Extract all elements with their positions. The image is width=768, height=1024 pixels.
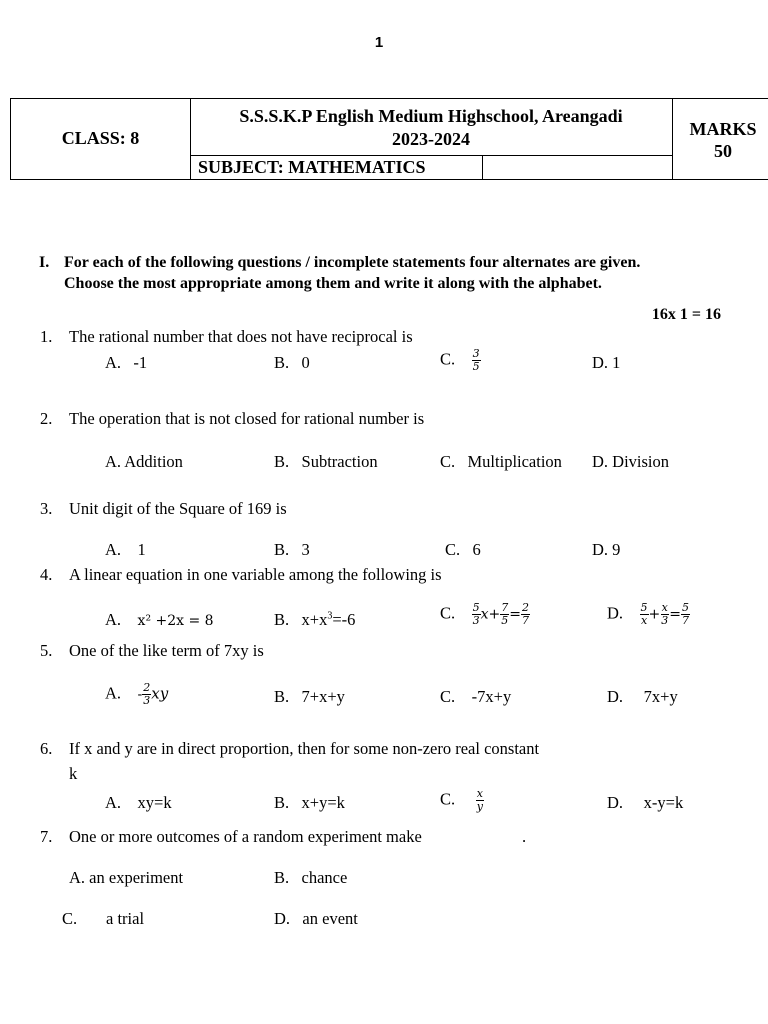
option-d: D. 1 — [592, 353, 621, 372]
question-number: 7. — [40, 827, 53, 846]
section-instruction — [39, 252, 729, 294]
section-number: I. — [39, 254, 50, 271]
question-text: If x and y are in direct proportion, then for some non-zero real constant — [69, 739, 540, 758]
fraction: $\frac{2}{7}$ — [522, 601, 530, 627]
question-number: 4. — [40, 565, 53, 584]
question-number: 2. — [40, 409, 53, 428]
academic-year: 2023-2024 — [392, 129, 470, 149]
question-text: The operation that is not closed for rational number is — [69, 409, 425, 428]
option-c: C. $\frac{5}{3}$ x+ $\frac{7}{5}$ = $\frac{2}{7}$ — [440, 601, 530, 627]
question-text-continued: k — [69, 764, 78, 783]
marks-label: MARKS — [689, 119, 757, 139]
fraction: $\frac{5}{x}$ — [640, 601, 648, 627]
option-d: D. an event — [274, 909, 358, 928]
option-c: C. a trial — [62, 909, 145, 928]
option-c: C. -7x+y — [440, 687, 512, 706]
option-b: B. $x+x^3=-6$ — [274, 610, 356, 629]
instruction-line: Choose the most appropriate among them and write it along with the alphabet. — [64, 275, 602, 292]
option-a: A. Addition — [105, 452, 183, 471]
option-b: B. 3 — [274, 540, 310, 559]
fraction: $\frac{x}{y}$ — [476, 787, 483, 813]
option-d: D. x-y=k — [607, 793, 684, 812]
answer-blank: . — [522, 827, 527, 846]
question-number: 5. — [40, 641, 53, 660]
page-number: 1 — [374, 34, 384, 51]
subject-label: SUBJECT: MATHEMATICS — [198, 157, 426, 177]
question-text: The rational number that does not have reciprocal is — [69, 327, 413, 346]
option-a: A. xy=k — [105, 793, 172, 812]
fraction: $\frac{2}{3}$ — [143, 681, 151, 707]
marks-formula: 16x 1 = 16 — [651, 306, 721, 323]
fraction: $\frac{x}{3}$ — [661, 601, 669, 627]
option-d: D. 7x+y — [607, 687, 678, 706]
question-number: 6. — [40, 739, 53, 758]
option-c: C. Multiplication — [440, 452, 562, 471]
divider — [482, 155, 483, 179]
option-c: C. 6 — [445, 540, 481, 559]
option-d: D. Division — [592, 452, 670, 471]
option-a: A. -1 — [105, 353, 148, 372]
fraction: $\frac{3}{5}$ — [472, 347, 480, 373]
option-b: B. Subtraction — [274, 452, 378, 471]
fraction: $\frac{5}{3}$ — [472, 601, 480, 627]
question-text: One of the like term of 7xy is — [69, 641, 264, 660]
fraction: $\frac{5}{7}$ — [682, 601, 690, 627]
fraction: $\frac{7}{5}$ — [501, 601, 509, 627]
instruction-line: For each of the following questions / incomplete statements four alternates are given. — [64, 254, 641, 271]
option-a: A. 1 — [105, 540, 146, 559]
school-name: S.S.S.K.P English Medium Highschool, Areangadi — [239, 106, 623, 126]
option-a: A. x² +2x = 8 — [105, 610, 214, 629]
option-c: C. $\frac{3}{5}$ — [440, 347, 480, 373]
marks-value: 50 — [714, 141, 732, 161]
option-d: D. 9 — [592, 540, 621, 559]
question-number: 1. — [40, 327, 53, 346]
option-c: C. $\frac{x}{y}$ — [440, 787, 483, 813]
class-label: CLASS: 8 — [61, 128, 140, 148]
header-table — [10, 98, 768, 180]
option-b: B. 7+x+y — [274, 687, 345, 706]
option-b: B. chance — [274, 868, 348, 887]
question-text: Unit digit of the Square of 169 is — [69, 499, 287, 518]
question-text: A linear equation in one variable among the following is — [69, 565, 442, 584]
option-a: A. an experiment — [69, 868, 184, 887]
question-number: 3. — [40, 499, 53, 518]
option-b: B. 0 — [274, 353, 310, 372]
option-b: B. x+y=k — [274, 793, 345, 812]
question-text: One or more outcomes of a random experiment make — [69, 827, 422, 846]
option-d: D. $\frac{5}{x}$ + $\frac{x}{3}$ = $\frac{5}{7}$ — [607, 601, 690, 627]
option-a: A. - $\frac{2}{3}$ xy — [105, 681, 169, 707]
